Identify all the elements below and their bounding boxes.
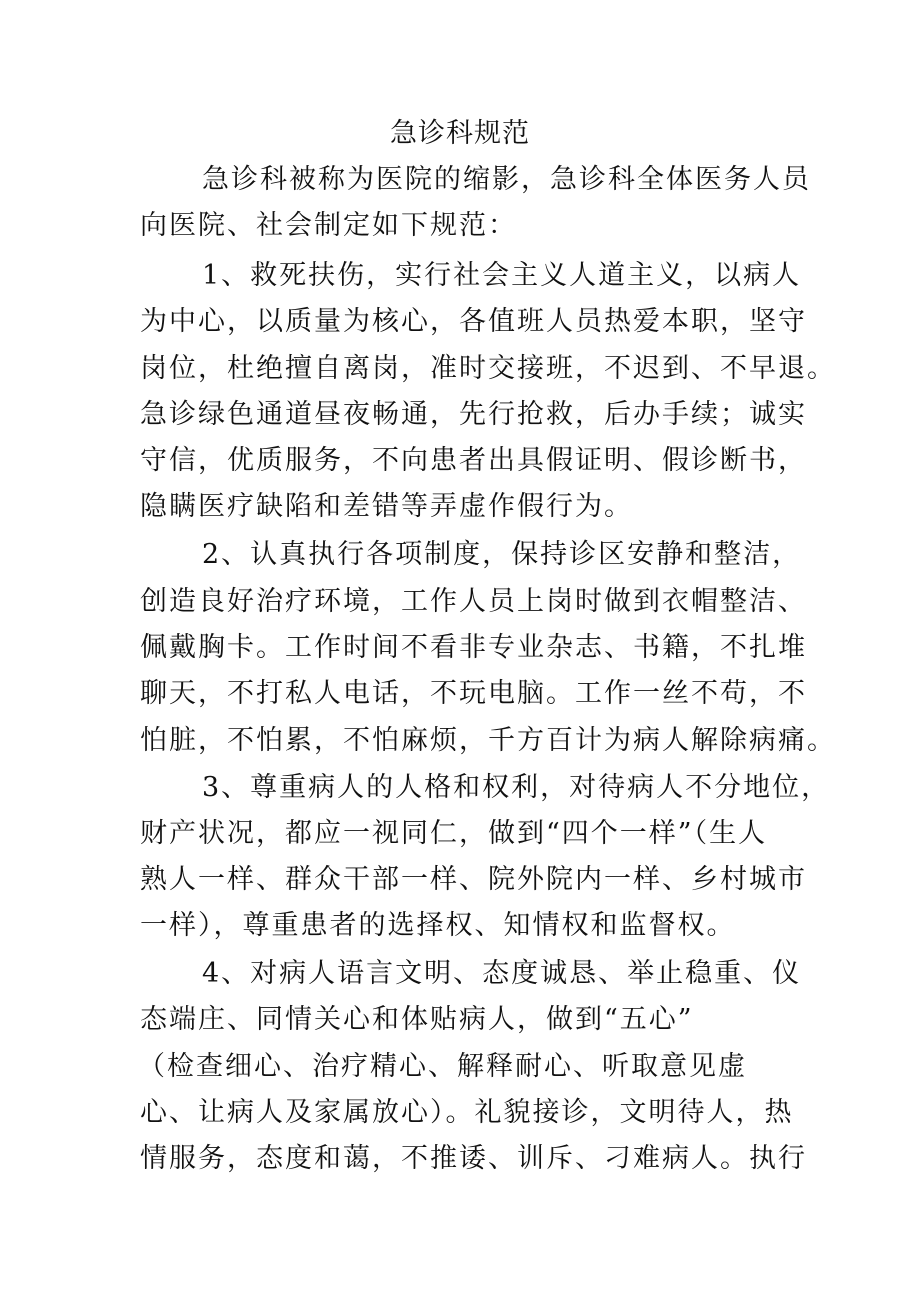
text-line: 聊天，不打私人电话，不玩电脑。工作一丝不苟，不 <box>140 678 807 709</box>
text-line: 1、救死扶伤，实行社会主义人道主义，以病人 <box>202 260 802 291</box>
text-line: 佩戴胸卡。工作时间不看非专业杂志、书籍，不扎堆 <box>140 632 807 663</box>
text-line: 怕脏，不怕累，不怕麻烦，千方百计为病人解除病痛。 <box>140 725 836 756</box>
text-line: 隐瞒医疗缺陷和差错等弄虚作假行为。 <box>140 491 633 522</box>
text-line: 向医院、社会制定如下规范： <box>140 210 517 241</box>
text-line: 财产状况，都应一视同仁，做到“四个一样”（生人 <box>140 818 768 849</box>
text-line: 4、对病人语言文明、态度诚恳、举止稳重、仪 <box>202 958 802 989</box>
text-line: 创造良好治疗环境，工作人员上岗时做到衣帽整洁、 <box>140 586 807 617</box>
text-line: 3、尊重病人的人格和权利，对待病人不分地位， <box>202 772 831 803</box>
text-line: 2、认真执行各项制度，保持诊区安静和整洁， <box>202 539 802 570</box>
text-line: 急诊科被称为医院的缩影，急诊科全体医务人员 <box>202 164 811 195</box>
text-line: （检查细心、治疗精心、解释耐心、听取意见虚 <box>138 1051 747 1082</box>
text-line: 熟人一样、群众干部一样、院外院内一样、乡村城市 <box>140 864 807 895</box>
text-line: 守信，优质服务，不向患者出具假证明、假诊断书， <box>140 445 807 476</box>
text-line: 心、让病人及家属放心）。礼貌接诊，文明待人，热 <box>140 1097 794 1128</box>
document-title: 急诊科规范 <box>390 118 530 149</box>
text-line: 为中心，以质量为核心，各值班人员热爱本职，坚守 <box>140 306 807 337</box>
text-line: 情服务，态度和蔼，不推诿、训斥、刁难病人。执行 <box>140 1143 807 1174</box>
text-line: 一样），尊重患者的选择权、知情权和监督权。 <box>140 910 736 941</box>
text-line: 岗位，杜绝擅自离岗，准时交接班，不迟到、不早退。 <box>140 353 836 384</box>
text-line: 急诊绿色通道昼夜畅通，先行抢救，后办手续；诚实 <box>140 399 807 430</box>
text-line: 态端庄、同情关心和体贴病人，做到“五心” <box>140 1004 694 1035</box>
